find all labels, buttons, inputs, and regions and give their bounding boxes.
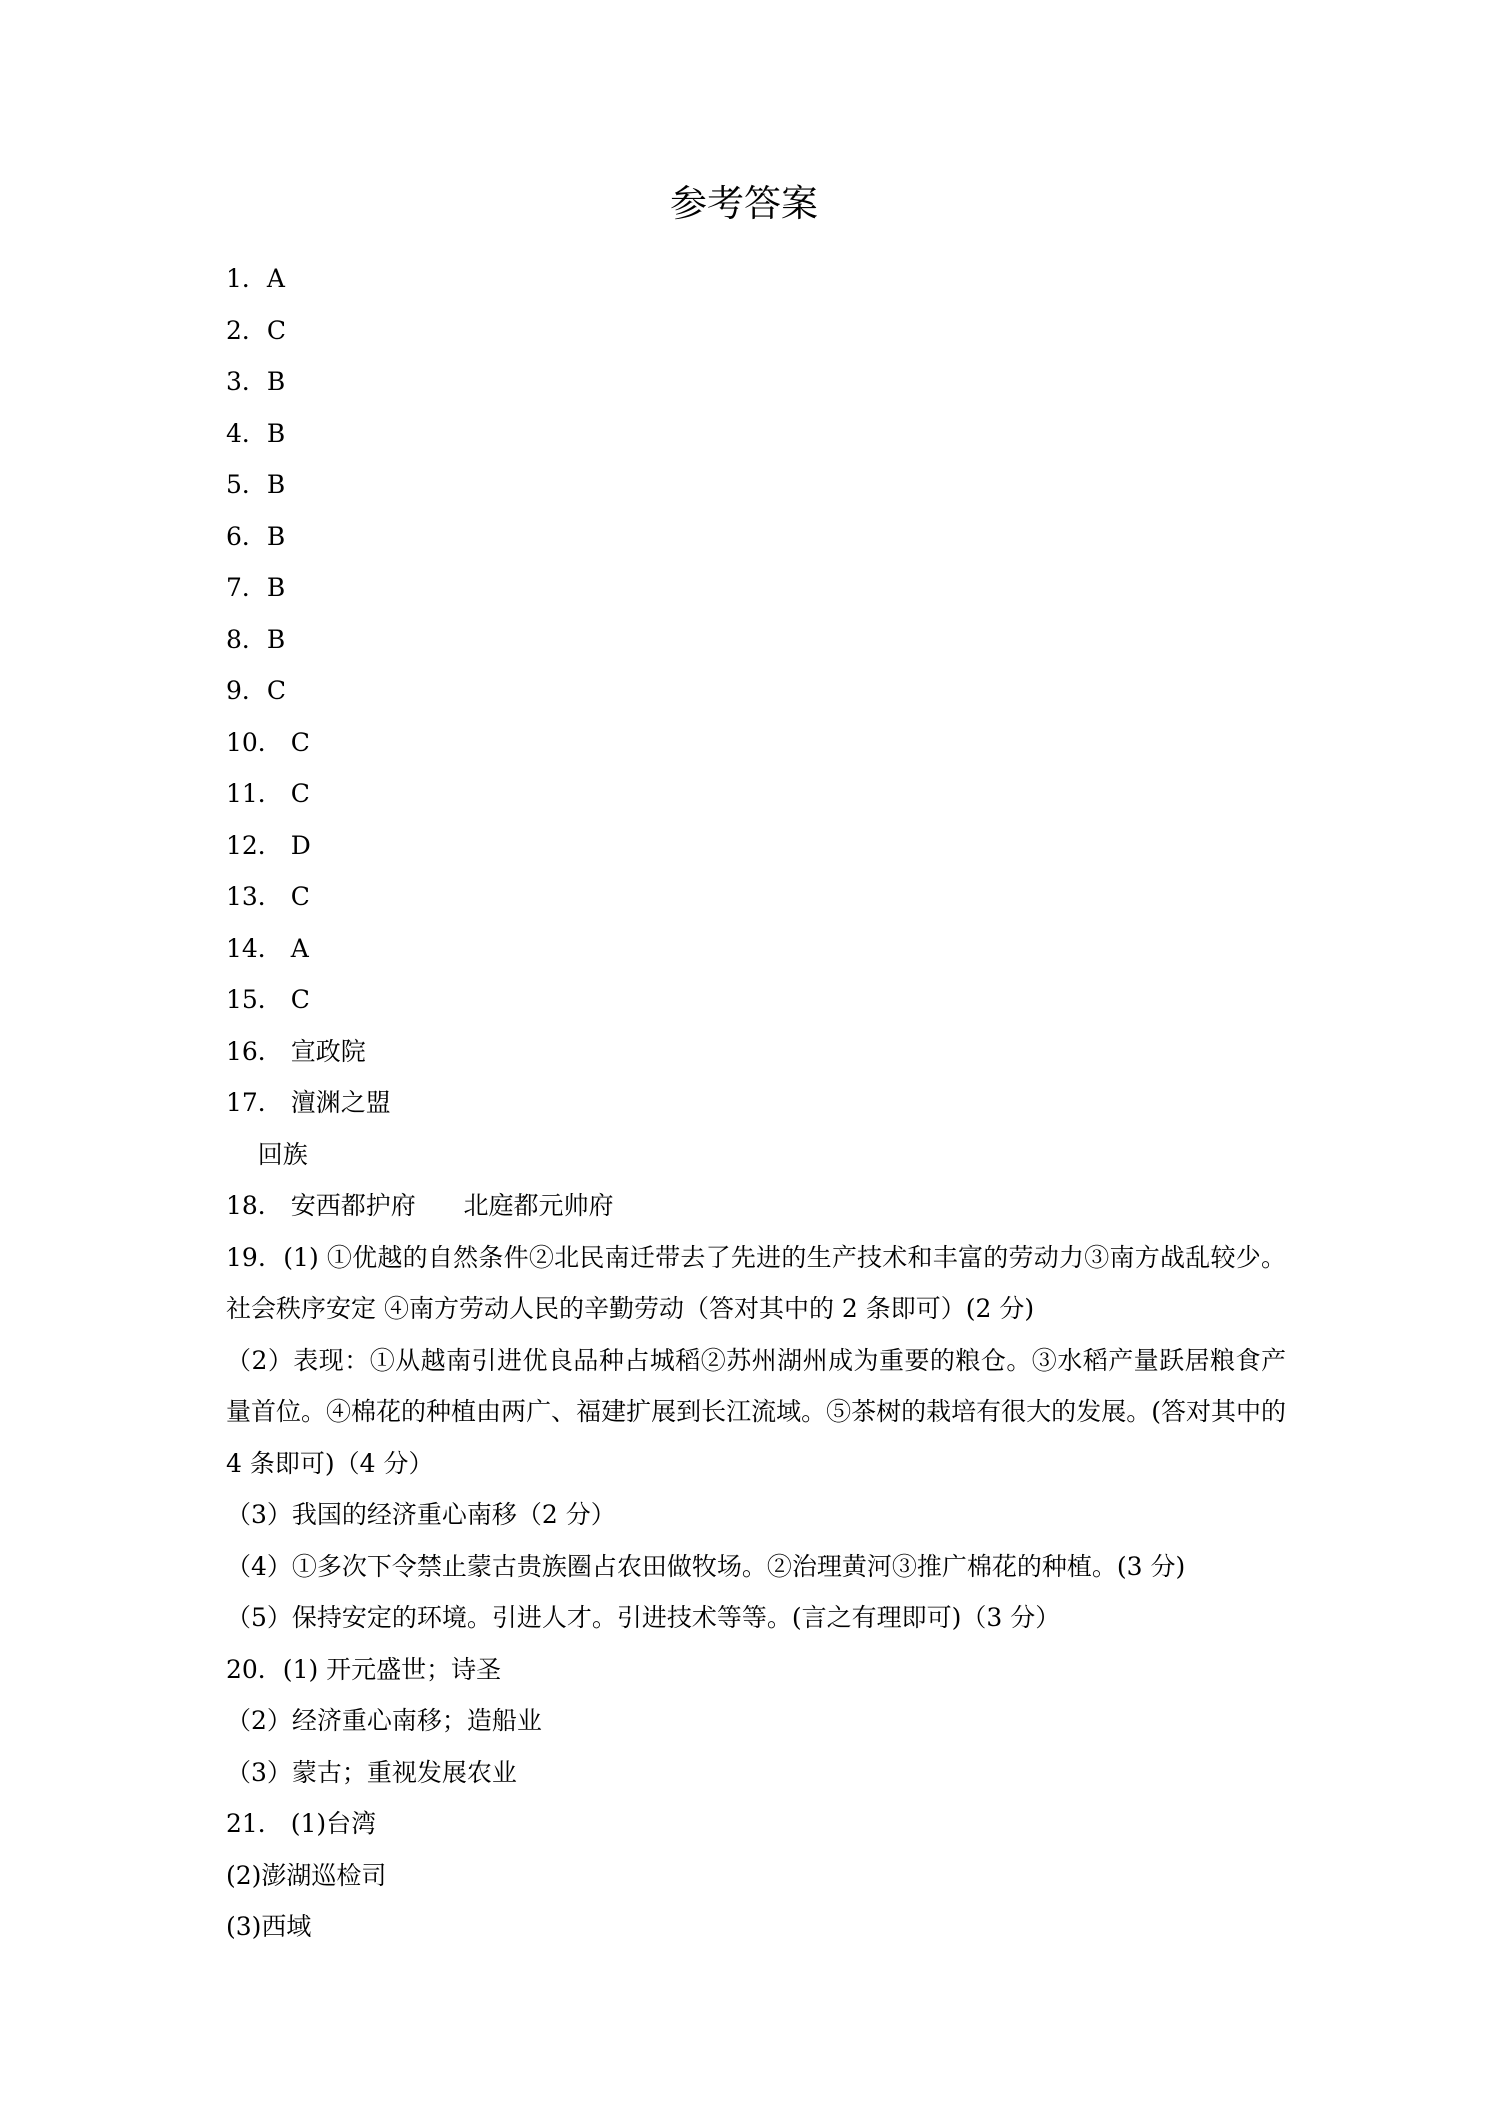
answer-19-part-2: （2）表现：①从越南引进优良品种占城稻②苏州湖州成为重要的粮仓。③水稻产量跃居粮食产量首位。④棉花的种植由两广、福建扩展到长江流域。⑤茶树的栽培有很大的发展。(答对其中的 4 条即可)（4 分）	[226, 1345, 1294, 1478]
answer-21-part-2: (2)澎湖巡检司	[226, 1860, 387, 1890]
answer-line-18: 18． 安西都护府 北庭都元帅府	[226, 1191, 614, 1220]
answer-line-7: 7．B	[226, 573, 286, 602]
answer-line-6: 6．B	[226, 521, 286, 551]
answer-21-part-3: (3)西域	[226, 1912, 312, 1941]
answer-line-12: 12． D	[226, 830, 311, 860]
answer-21-part-1: 21． (1)台湾	[226, 1809, 377, 1838]
answer-line-15: 15． C	[226, 985, 310, 1014]
answer-19-part-1: 19．(1) ①优越的自然条件②北民南迁带去了先进的生产技术和丰富的劳动力③南方战乱较少。社会秩序安定 ④南方劳动人民的辛勤劳动（答对其中的 2 条即可）(2 分)	[226, 1242, 1286, 1323]
answer-list	[226, 253, 1294, 1953]
answer-19-part-3: （3）我国的经济重心南移（2 分）	[226, 1500, 616, 1529]
answer-line-14: 14． A	[226, 933, 309, 963]
answer-line-13: 13． C	[226, 882, 310, 911]
answer-line-17: 17． 澶渊之盟	[226, 1088, 391, 1117]
page-title: 参考答案	[670, 182, 818, 225]
answer-line-3: 3．B	[226, 367, 286, 396]
answer-line-2: 2．C	[226, 315, 287, 345]
answer-line-8: 8．B	[226, 624, 286, 654]
answer-19-part-4: （4）①多次下令禁止蒙古贵族圈占农田做牧场。②治理黄河③推广棉花的种植。(3 分)	[226, 1551, 1186, 1581]
answer-line-4: 4．B	[226, 418, 286, 448]
answer-20-part-2: （2）经济重心南移；造船业	[226, 1706, 542, 1735]
answer-line-9: 9．C	[226, 676, 287, 705]
answer-line-11: 11． C	[226, 779, 310, 808]
answer-line-5: 5．B	[226, 470, 286, 499]
answer-line-10: 10． C	[226, 727, 310, 757]
answer-line-1: 1．A	[226, 264, 285, 293]
answer-19-part-5: （5）保持安定的环境。引进人才。引进技术等等。(言之有理即可)（3 分）	[226, 1603, 1061, 1632]
answer-line-16: 16． 宣政院	[226, 1036, 366, 1066]
answer-line-17-cont: 回族	[226, 1139, 308, 1169]
answer-20-part-3: （3）蒙古；重视发展农业	[226, 1757, 517, 1787]
answer-20-part-1: 20．(1) 开元盛世；诗圣	[226, 1654, 502, 1684]
